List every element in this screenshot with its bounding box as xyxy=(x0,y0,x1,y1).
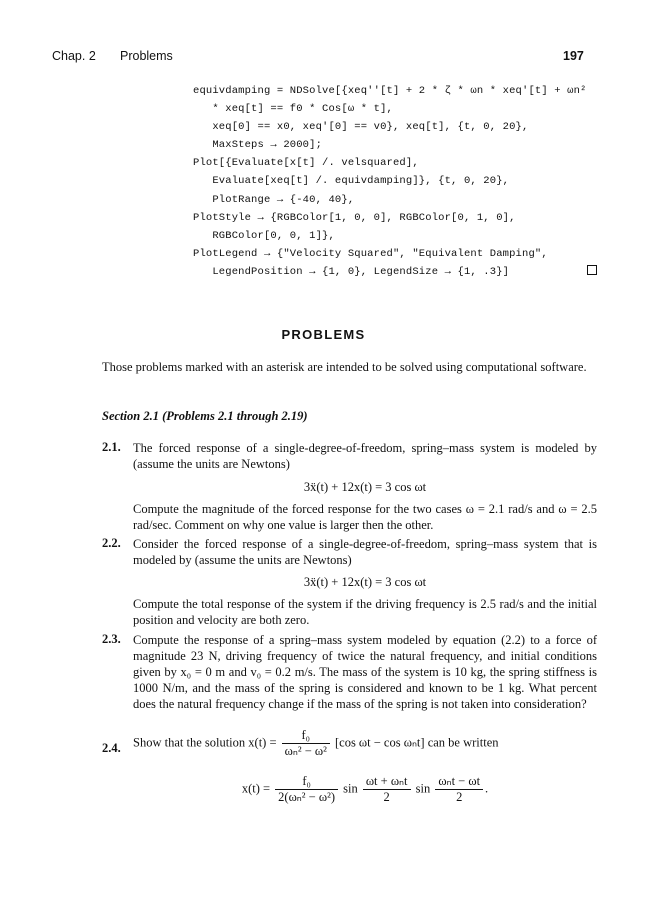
end-of-example-box xyxy=(587,265,597,275)
fraction-denominator: 2(ωₙ² − ω²) xyxy=(278,790,335,804)
code-block xyxy=(193,82,587,281)
fraction-numerator: ωt + ωₙt xyxy=(363,774,411,790)
header-section-label: Problems xyxy=(120,49,173,63)
problem-text: can be written xyxy=(427,735,499,750)
problem-number: 2.4. xyxy=(102,741,121,755)
fraction xyxy=(435,774,483,805)
display-equation xyxy=(133,774,597,805)
fraction-denominator: ωₙ² − ω² xyxy=(284,744,327,758)
page-number: 197 xyxy=(563,49,584,63)
problem-text: Compute the total response of the system if the driving frequency is 2.5 rad/s and the initial position and velocity are both zero. xyxy=(133,597,597,627)
section-title: Section 2.1 (Problems 2.1 through 2.19) xyxy=(102,409,308,423)
problems-heading: PROBLEMS xyxy=(281,327,366,342)
code-line: MaxSteps → 2000]; xyxy=(193,139,323,152)
code-line: RGBColor[0, 0, 1]}, xyxy=(193,229,335,242)
sin-function: sin xyxy=(415,781,431,796)
code-line: Plot[{Evaluate[x[t] /. velsquared], xyxy=(193,157,419,170)
fraction-denominator: 2 xyxy=(456,790,463,804)
equation-lhs: x(t) = xyxy=(241,781,271,796)
code-line: xeq[0] == x0, xeq'[0] == v0}, xeq[t], {t, 0, 20}, xyxy=(193,121,529,134)
problem-statement xyxy=(133,728,597,759)
code-line: Evaluate[xeq[t] /. equivdamping]}, {t, 0, 20}, xyxy=(193,175,510,188)
code-line: PlotRange → {-40, 40}, xyxy=(193,193,355,206)
problem-text: Show that the solution x(t) = xyxy=(133,735,277,750)
problem-number: 2.1. xyxy=(102,440,121,454)
fraction-numerator: ωₙt − ωt xyxy=(435,774,483,790)
problem-number: 2.2. xyxy=(102,536,121,550)
fraction xyxy=(275,774,338,805)
fraction-numerator: f₀ xyxy=(275,774,338,790)
sin-function: sin xyxy=(343,781,358,796)
code-line: PlotLegend → {"Velocity Squared", "Equivalent Damping", xyxy=(193,247,548,260)
code-line: LegendPosition → {1, 0}, LegendSize → {1, .3}] xyxy=(193,265,510,278)
code-line: PlotStyle → {RGBColor[1, 0, 0], RGBColor[0, 1, 0], xyxy=(193,211,516,224)
intro-paragraph: Those problems marked with an asterisk are intended to be solved using computational software. xyxy=(102,360,587,374)
code-line: * xeq[t] == f0 * Cos[ω * t], xyxy=(193,103,393,116)
equation: 3ẍ(t) + 12x(t) = 3 cos ωt xyxy=(303,575,427,589)
period: . xyxy=(485,781,489,796)
chapter-label: Chap. 2 xyxy=(52,49,96,63)
code-line: equivdamping = NDSolve[{xeq''[t] + 2 * ζ * ωn * xeq'[t] + ωn² xyxy=(193,85,587,97)
problem-text: Consider the forced response of a single-degree-of-freedom, spring–mass system that is modeled by (assume the units are Newtons) xyxy=(133,537,597,567)
equation: 3ẍ(t) + 12x(t) = 3 cos ωt xyxy=(303,480,427,494)
fraction-denominator: 2 xyxy=(383,790,390,804)
problem-text: Compute the magnitude of the forced response for the two cases ω = 2.1 rad/s and ω = 2.5 rad/sec. Comment on why one value is larger then the other. xyxy=(133,502,597,532)
fraction xyxy=(282,728,330,759)
fraction-numerator: f₀ xyxy=(282,728,330,744)
fraction xyxy=(363,774,411,805)
problem-text: The forced response of a single-degree-of-freedom, spring–mass system is modeled by (assume the units are Newtons) xyxy=(133,441,597,471)
problem-text: Compute the response of a spring–mass system modeled by equation (2.2) to a force of magnitude 23 N, driving frequency of twice the natural frequency, and initial conditions given by x₀ = 0 m and v₀ = 0.2 m/s. The mass of the system is 10 kg, the spring stiffness is 1000 N/m, and the mass of the spring is considered and known to be 1 kg. What percent does the natural frequency change if the mass of the spring is not taken into consideration? xyxy=(133,633,597,711)
bracket-expression: [cos ωt − cos ωₙt] xyxy=(334,735,425,750)
problem-number: 2.3. xyxy=(102,632,121,646)
